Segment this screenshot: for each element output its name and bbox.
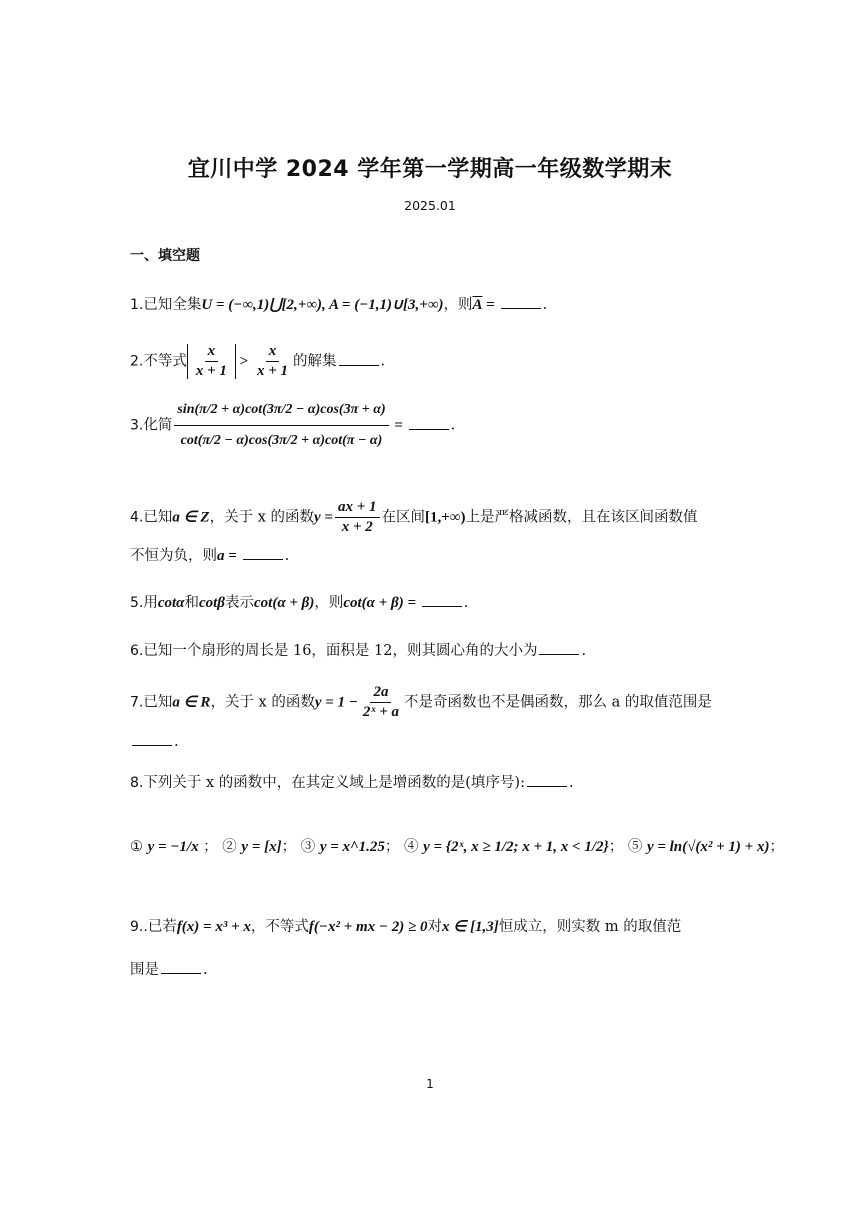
q8-option-2: ② y = [x] — [222, 839, 282, 855]
answer-blank — [132, 745, 172, 746]
q8-option-5: ⑤ y = ln(√(x² + 1) + x) — [627, 839, 770, 855]
question-7-line-2: . — [130, 735, 179, 750]
question-8: 8.下列关于 x 的函数中，在其定义域上是增函数的是(填序号): . — [130, 775, 574, 791]
page-number: 1 — [426, 1077, 434, 1091]
q8-option-4: ④ y = {2ˣ, x ≥ 1/2; x + 1, x < 1/2} — [403, 839, 609, 855]
exam-date: 2025.01 — [404, 198, 456, 213]
q3-fraction: $\frac{\sin(\pi/2 + \alpha)\cot(3\pi/2 - \alpha)\cos(3\pi + \alpha)}{\cot(\pi/2 - \alpha)\cos(3\pi/2 + \alpha)\cot(\pi - \alpha)}$ — [174, 403, 388, 448]
q2-absolute-value: $\frac{x}{x + 1}$ — [187, 344, 236, 379]
q8-options: ① y = −1/x ； ② y = [x]； ③ y = x^1.25； ④ y = {2ˣ, x ≥ 1/2; x + 1, x < 1/2}； ⑤ y = ln(√(x² + 1) + x)； — [130, 839, 784, 855]
question-5: 5.用cotα和cotβ表示cot(α + β)，则cot(α + β) = . — [130, 595, 469, 611]
answer-blank — [243, 559, 283, 560]
section-heading: 一、填空题 — [130, 248, 200, 264]
question-3: 3.化简 $\frac{\sin(\pi/2 + \alpha)\cot(3\pi/2 - \alpha)\cos(3\pi + \alpha)}{\cot(\pi/2 - \alpha)\cos(3\pi/2 + \alpha)\cot(\pi - \alpha)}$ = . — [130, 402, 456, 448]
q1-sets: U = (−∞,1)⋃[2,+∞), A = (−1,1)∪[3,+∞) — [201, 297, 444, 313]
q2-fraction: $\frac{x}{x + 1}$ — [256, 343, 289, 379]
question-4-line-2: 不恒为负，则a = . — [130, 548, 290, 564]
answer-blank — [539, 654, 579, 655]
question-2: 2.不等式 $\frac{x}{x + 1}$ > $\frac{x}{x + 1}$ 的解集 . — [130, 343, 386, 379]
answer-blank — [422, 606, 462, 607]
answer-blank — [161, 973, 201, 974]
question-9: 9..已若f(x) = x³ + x，不等式f(−x² + mx − 2) ≥ 0对x ∈ [1,3]恒成立，则实数 m 的取值范 — [130, 919, 682, 935]
q1-complement: $\overline{A}$ — [472, 297, 483, 313]
answer-blank — [409, 429, 449, 430]
answer-blank — [527, 786, 567, 787]
q4-fraction: $\frac{ax + 1}{x + 2}$ — [335, 500, 380, 535]
answer-blank — [501, 308, 541, 309]
answer-blank — [339, 365, 379, 366]
q8-option-1: ① y = −1/x — [130, 839, 199, 855]
page-title: 宜川中学 2024 学年第一学期高一年级数学期末 — [187, 157, 673, 182]
question-6: 6.已知一个扇形的周长是 16，面积是 12，则其圆心角的大小为 . — [130, 643, 587, 659]
q7-fraction: $\frac{2a}{\text{2ˣ + a}}$ — [362, 684, 400, 720]
question-1: 1.已知全集U = (−∞,1)⋃[2,+∞), A = (−1,1)∪[3,+∞)，则$\overline{A}$ = . — [130, 297, 548, 313]
question-7: 7.已知a ∈ R，关于 x 的函数y = 1 − $\frac{2a}{\text{2ˣ + a}}$ 不是奇函数也不是偶函数，那么 a 的取值范围是 — [130, 684, 712, 720]
question-9-line-2: 围是 . — [130, 962, 208, 978]
q8-option-3: ③ y = x^1.25 — [300, 839, 385, 855]
question-4: 4.已知a ∈ Z，关于 x 的函数y = $\frac{ax + 1}{x + 2}$ 在区间[1,+∞)上是严格减函数，且在该区间函数值 — [130, 499, 698, 535]
